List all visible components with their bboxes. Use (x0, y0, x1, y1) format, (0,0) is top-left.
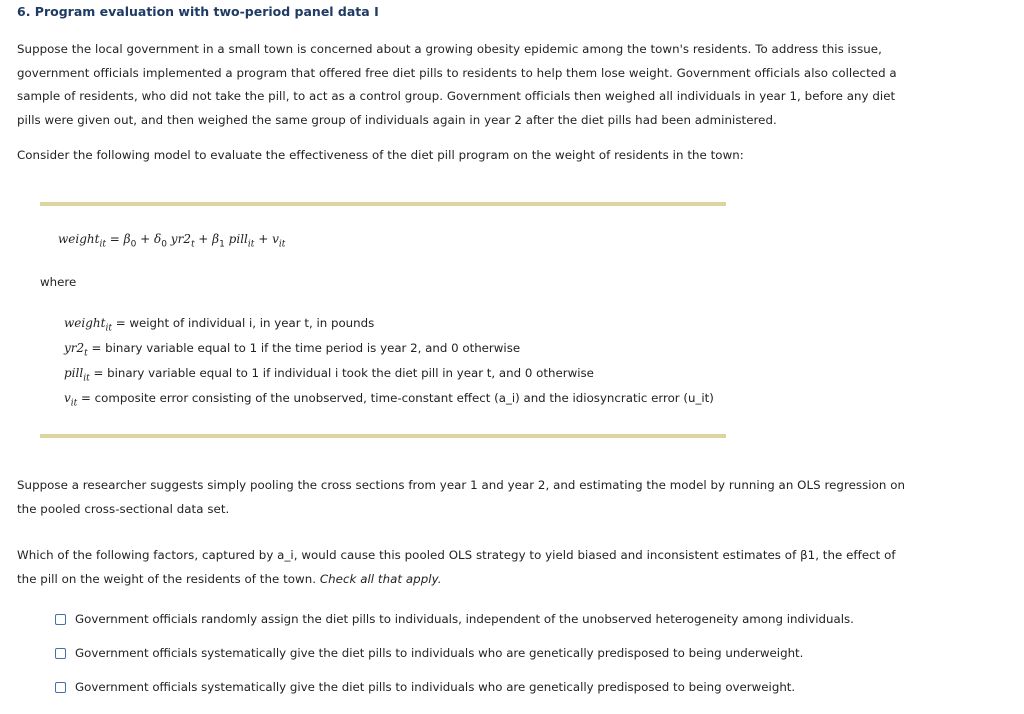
checkbox[interactable] (55, 682, 66, 693)
bottom-divider (40, 434, 726, 438)
intro-paragraph: Suppose the local government in a small town is concerned about a growing obesity epidemic among the town's residents. To address this issue, government officials implemented a program that offered free diet pills to residents to help them lose weight. Government officials also collected a sample of residents, who did not take the pill, to act as a control group. Government officials then weighed all individuals in year 1, before any diet pills were given out, and then weighed the same group of individuals again in year 2 after the diet pills had been administered. (17, 42, 897, 127)
top-divider (40, 202, 726, 206)
definition-weight: weight$_{it}$ = weight of individual i, in year t, in pounds (64, 316, 375, 334)
definition-yr2: $yr2_t$ = binary variable equal to 1 if the time period is year 2, and 0 otherwise (64, 341, 521, 359)
option-random-assignment[interactable]: Government officials randomly assign the diet pills to individuals, independent of the unobserved heterogeneity among individuals. (55, 612, 854, 626)
where-label: where (40, 275, 77, 289)
definition-pill: pill$_{it}$ = binary variable equal to 1 if individual i took the diet pill in year t, and 0 otherwise (64, 366, 594, 384)
model-equation: weight$_{it}$ = $\beta_0 + \delta_0$ $yr2_t + \beta_1$ pill$_{it}$ + $v_{it}$ (58, 232, 286, 250)
option-underweight[interactable]: Government officials systematically give the diet pills to individuals who are genetically predisposed to being underweight. (55, 646, 803, 660)
checkbox[interactable] (55, 614, 66, 625)
pooling-paragraph: Suppose a researcher suggests simply pooling the cross sections from year 1 and year 2, and estimating the model by running an OLS regression on the pooled cross-sectional data set. (17, 478, 906, 516)
model-intro: Consider the following model to evaluate the effectiveness of the diet pill program on the weight of residents in the town: (17, 148, 744, 162)
question-text: Which of the following factors, captured by a_i, would cause this pooled OLS strategy to yield biased and inconsistent estimates of β1, the effect of the pill on the weight of the residents of the town. Check all that apply. (17, 548, 896, 586)
option-overweight[interactable]: Government officials systematically give the diet pills to individuals who are genetically predisposed to being overweight. (55, 680, 795, 694)
checkbox[interactable] (55, 648, 66, 659)
definition-error: $v_{it}$ = composite error consisting of the unobserved, time-constant effect (a_i) and the idiosyncratic error (u_it) (64, 391, 714, 409)
question-title: 6. Program evaluation with two-period panel data I (17, 4, 379, 19)
